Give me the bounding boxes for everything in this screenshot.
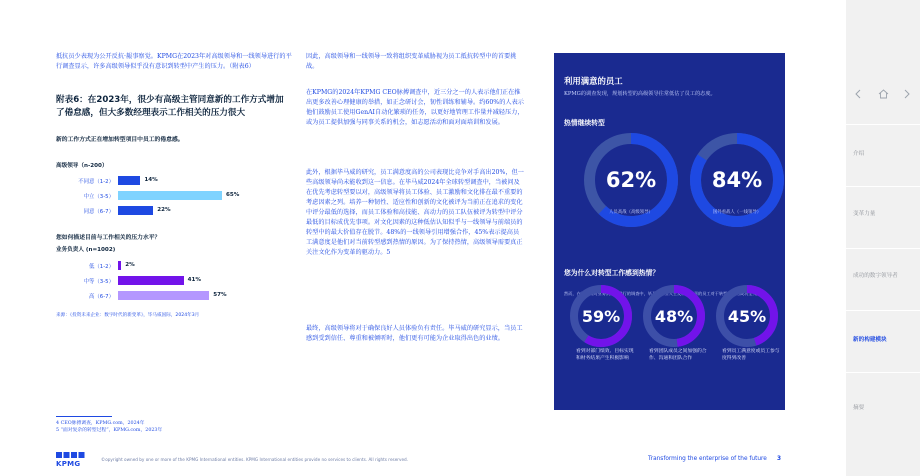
sidebar-item-forces-of-change[interactable]: 变革力量: [853, 211, 876, 217]
bar-value-label: 41%: [187, 277, 201, 283]
intro-paragraph: 抵抗员少表现为公开反抗·赧事察觉。KPMG在2023年对高级领导和一线领导进行的平行调查显示，许多高级领导似乎没有意识到转型中产生的压力。（附表6）: [56, 53, 292, 70]
chart1-heading: 新的工作方式正在增加转型项目中员工的倦怠感。: [56, 137, 184, 143]
donut-value-label: 48%: [654, 306, 694, 326]
bar-category-label: 低（1-2）: [89, 264, 114, 270]
donut-value-label: 62%: [605, 168, 657, 192]
satisfied-employees-panel: [554, 53, 785, 410]
sidebar-item-digital-leaders[interactable]: 成功的数字领导者: [853, 273, 898, 279]
paragraph-1: 因此，高级领导和一线领导一致将组织变革威胁视为员工抵抗转型中的首要挑战。: [306, 53, 517, 70]
bar-row: [56, 276, 292, 286]
copyright: ©opyright owned by one or more of the KPMG International entities. KPMG International entities provide no services to clients. All rights reserved.: [101, 457, 409, 462]
panel-heading-why: 您为什么对转型工作感到热情？: [564, 269, 660, 277]
donut-value-label: 84%: [711, 168, 763, 192]
paragraph-3: 此外，根据毕马威的研究，员工满意度高的公司表现比竞争对手高出20%，但一些高级领导尚未能收到这一信息。在毕马威2024年全球转型调查中，当被问及在优先考虑转型要以对，高级领导将员工体验、员工激励和文化排在最不重要的考虑因素之列。培养一种韧性、适应性和创新的文化被评为当前正在追求的变化中评分最低的选择，而员工体验和高技能、高动力的员工队伍被评为转型中评分最低的目标成优先事项。对文化因素的这种低估认知似乎与一线领导与前端员的转型中的最大价值存在脱节。48%的一线领导引用增强合作，45%表示提高员工满意度是他们对当前转型感到热情的原因。为了保持热情，高级领导需要真正关注文化作为变革的驱动力。5: [306, 169, 524, 256]
bar-chart-business: [56, 261, 292, 307]
donut-chart: [570, 285, 632, 347]
bar-category-label: 同意（6-7）: [83, 209, 114, 215]
bar: [118, 191, 222, 200]
chevron-right-icon[interactable]: [899, 84, 915, 104]
footnote-divider: [56, 416, 112, 417]
donut-chart: [716, 285, 778, 347]
chart2-group-label: 业务负责人 (n=1002): [56, 247, 116, 253]
donut-caption: 看到团队成员之间加强的合作、沟通和团队合作: [649, 349, 707, 361]
bar-category-label: 不同意（1-2）: [78, 179, 114, 185]
figure-title: 附表6：在2023年，很少有高级主管同意新的工作方式增加了倦怠感，但大多数经理表示工作相关的压力很大: [56, 95, 284, 118]
bar: [118, 176, 140, 185]
home-icon[interactable]: [875, 84, 891, 104]
bar: [118, 206, 153, 215]
chevron-left-icon[interactable]: [850, 84, 866, 104]
left-column: [56, 52, 292, 318]
bar-row: [56, 261, 292, 271]
middle-paragraph-1: [306, 52, 524, 72]
bar-value-label: 2%: [125, 262, 135, 268]
navigation-sidebar: [846, 0, 920, 476]
footer-tagline: Transforming the enterprise of the future: [648, 456, 767, 462]
panel-note: 然而，在毕马威对业务负责人进行的调查中，毕马威专业人士发现，满意的员工对于转型工作的成功至关重要。: [564, 291, 770, 296]
kpmg-logo-text: KPMG: [56, 460, 81, 468]
sidebar-divider: [846, 186, 920, 187]
nav-controls: [846, 84, 920, 104]
sidebar-divider: [846, 372, 920, 373]
bar-value-label: 65%: [226, 192, 240, 198]
paragraph-2: 在KPMG的2024年KPMG CEO脉搏调查中，近三分之一的人表示他们正在推出更多改善心理健康的举措，如正念研讨会，韧性训练和辅导。约60%的人表示他们鼓励员工使用GenAI自动化繁琐的任务，以更好地管理工作量并减轻压力，或为员工提供加强与同事关系的机会，如志愿活动和面对面培训和发展。: [306, 89, 524, 126]
bar-category-label: 高（6-7）: [89, 294, 114, 300]
donut-caption: 人员高战（高级领导）: [609, 210, 653, 215]
chart2-heading: 您如何描述目前与工作相关的压力水平？: [56, 235, 161, 241]
chart-source: 来源：《投资未来企业：数字时代的新变革》，毕马威国际，2024年3月: [56, 313, 200, 318]
panel-heading-enthusiasm: 热情继续转型: [564, 119, 605, 127]
bar-row: [56, 206, 292, 216]
donut-value-label: 59%: [581, 306, 621, 326]
sidebar-divider: [846, 310, 920, 311]
bar-category-label: 中等（3-5）: [83, 279, 114, 285]
footnotes: [56, 420, 162, 434]
bar-row: [56, 291, 292, 301]
sidebar-item-intro[interactable]: 介绍: [853, 151, 865, 157]
donut-chart: [643, 285, 705, 347]
sidebar-divider: [846, 124, 920, 125]
bar-row: [56, 176, 292, 186]
bar: [118, 261, 121, 270]
footnote-5: 5 “面对复杂的转型过程”，KPMG.com，2023年: [56, 428, 163, 433]
bar: [118, 276, 184, 285]
middle-paragraph-2: [306, 88, 524, 128]
panel-subtitle: KPMG的调查发现，规划转型的高级领导往常低估了员工的态度。: [564, 91, 716, 97]
bar: [118, 291, 209, 300]
chart1-group-label: 高级领导（n-200）: [56, 163, 108, 169]
middle-paragraph-4: [306, 324, 524, 344]
bar-category-label: 中立（3-5）: [83, 194, 114, 200]
paragraph-4: 最终，高级领导将对于确保良好人员体验负有责任。毕马威的研究显示，当员工感到受到信任、尊重和被倾听时，他们更有可能为企业取得出色的业绩。: [306, 325, 523, 342]
bar-value-label: 14%: [144, 177, 158, 183]
bar-chart-senior: [56, 176, 292, 220]
donut-caption: 看到对部门绩效、目标实现和财务结果产生积极影响: [576, 349, 634, 361]
middle-paragraph-3: [306, 168, 524, 258]
footnote-4: 4 CEO脉搏调查，KPMG.com，2024年: [56, 421, 145, 426]
bar-value-label: 57%: [213, 292, 227, 298]
donut-value-label: 45%: [727, 306, 767, 326]
panel-title: 利用满意的员工: [564, 76, 623, 86]
bar-value-label: 22%: [157, 207, 171, 213]
sidebar-item-building-blocks[interactable]: 新的构建模块: [853, 337, 887, 343]
page-number: 3: [777, 456, 782, 462]
sidebar-item-summary[interactable]: 摘要: [853, 405, 865, 411]
bar-row: [56, 191, 292, 201]
donut-caption: 国外看战人（一线领导）: [712, 210, 762, 215]
donut-caption: 看到员工满意度或员工参与度得到改善: [722, 349, 780, 361]
sidebar-divider: [846, 248, 920, 249]
